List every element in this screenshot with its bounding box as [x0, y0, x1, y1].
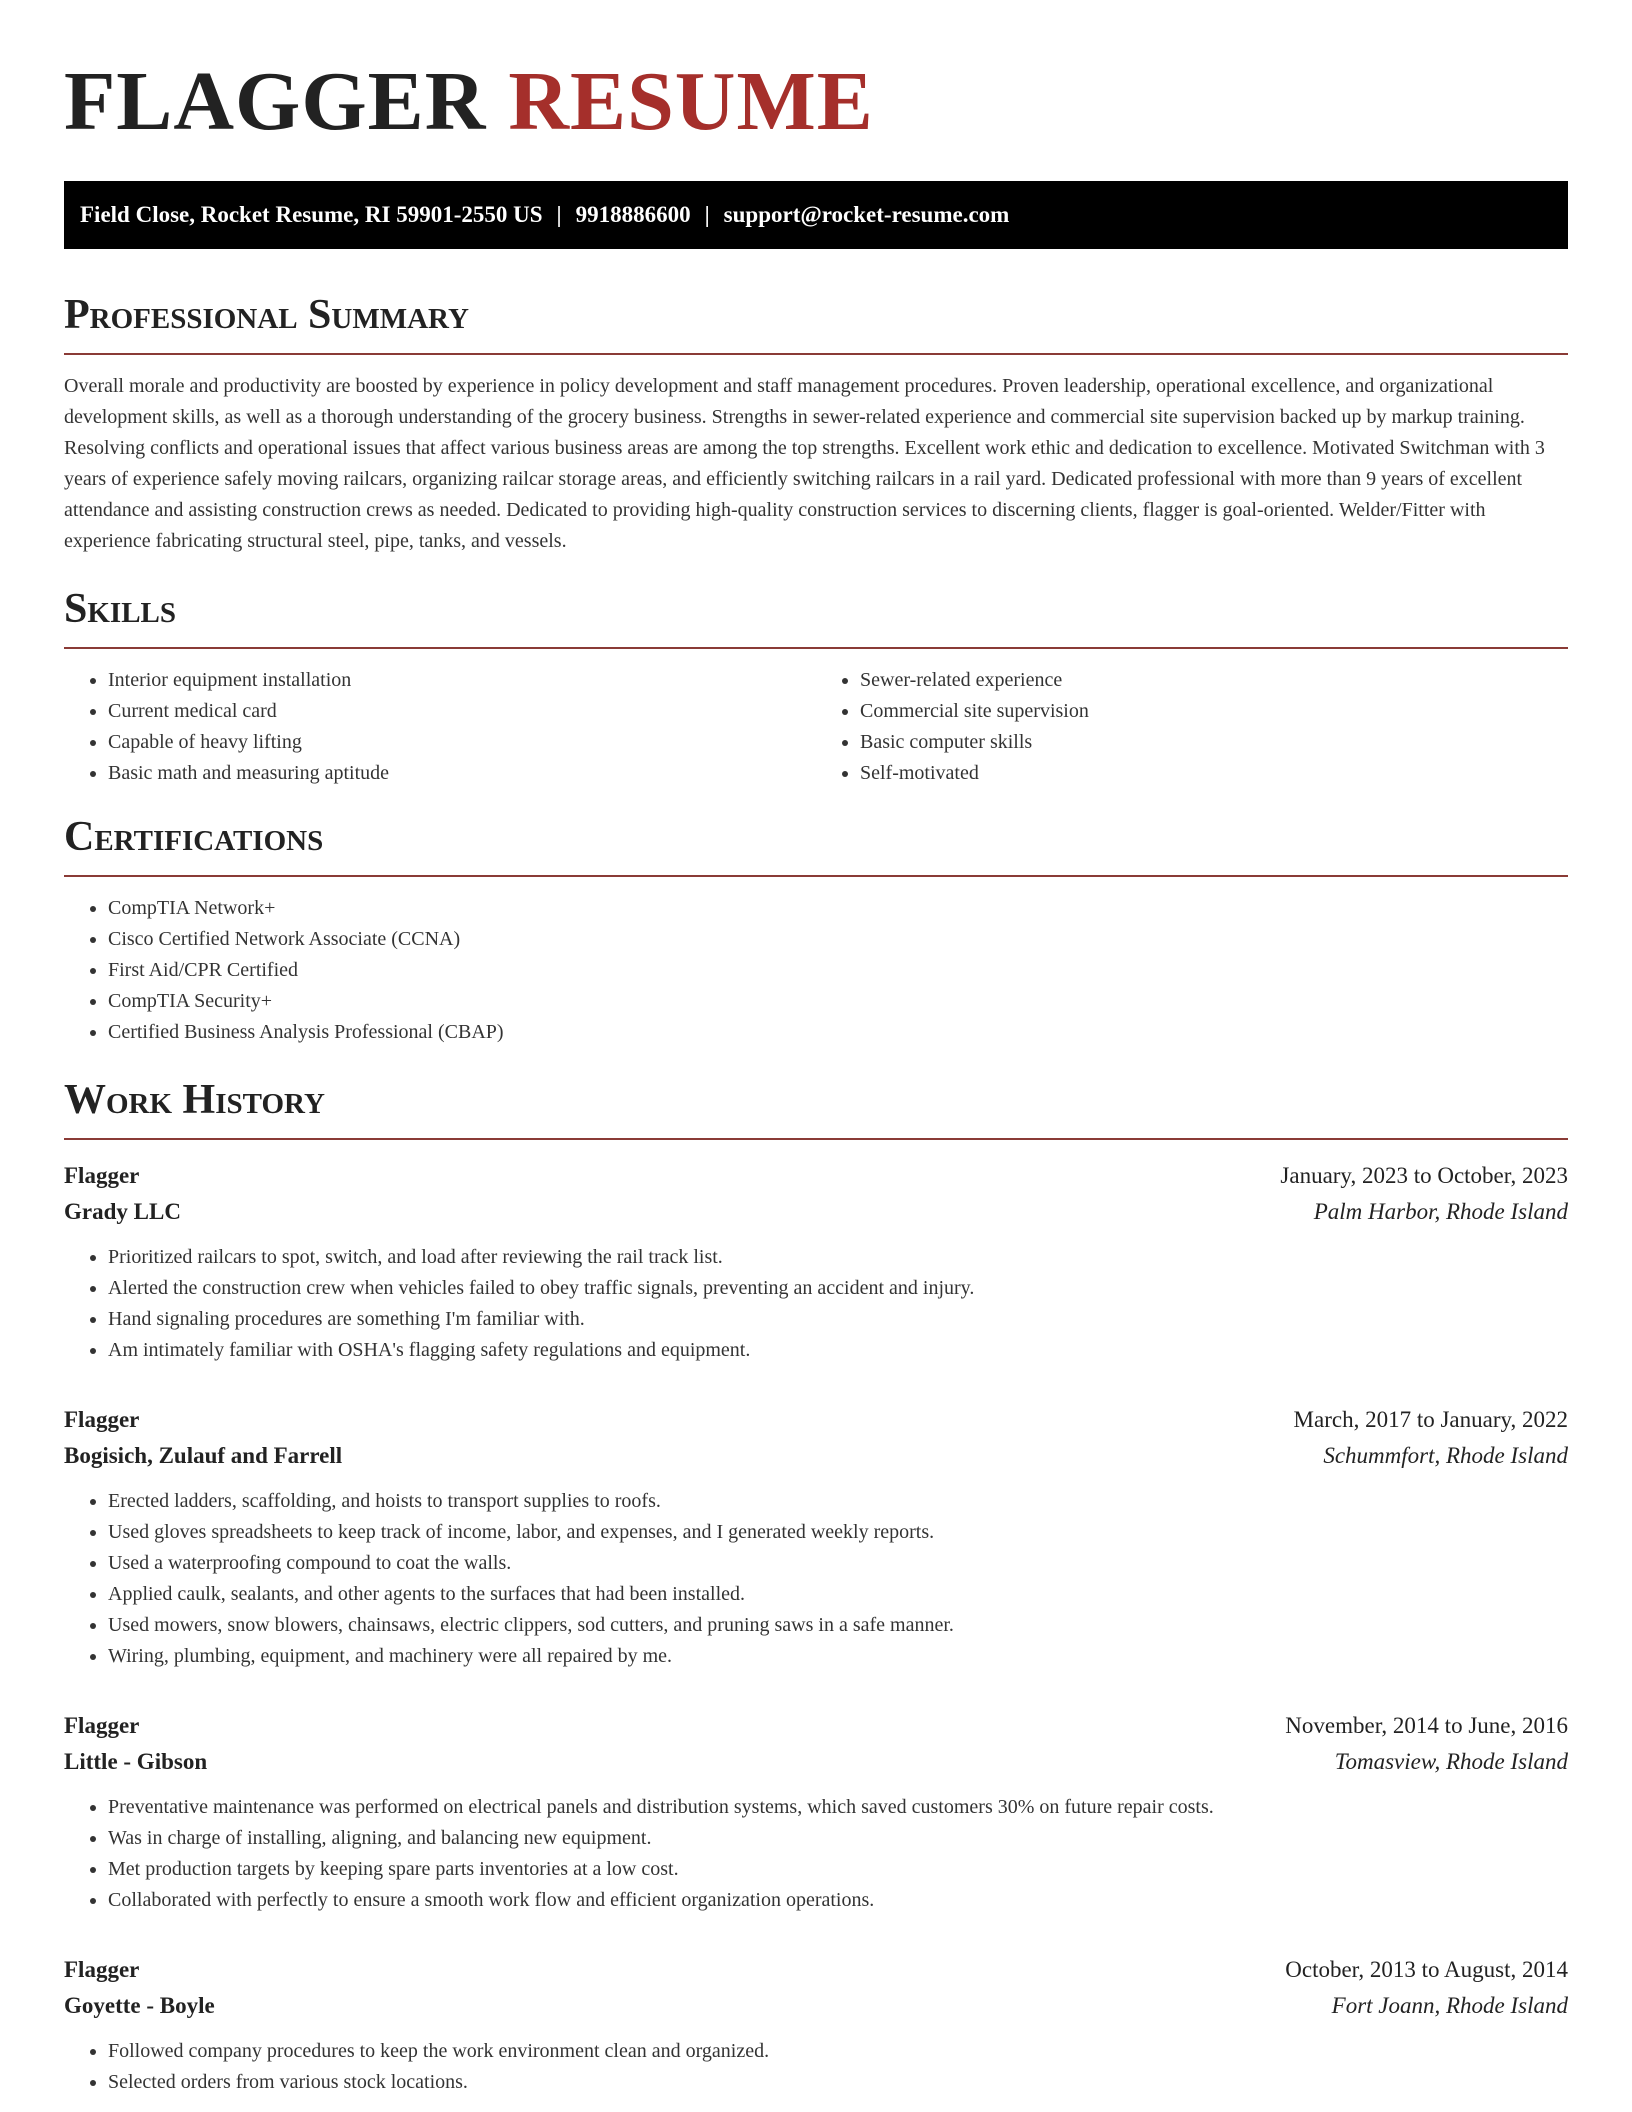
job-bullets: [64, 1792, 1568, 1916]
job-bullets: [64, 1486, 1568, 1672]
certifications-list: [64, 893, 1568, 1048]
job-bullet: • Followed company procedures to keep the work environment clean and organized.: [108, 2036, 1568, 2067]
name-last: RESUME: [508, 55, 874, 148]
job-header-row: [64, 1952, 1568, 1988]
job-location: Tomasview, Rhode Island: [1334, 1749, 1568, 1774]
job-company-row: [64, 1988, 1568, 2024]
job-entry: [64, 1402, 1568, 1672]
job-bullets: [64, 1242, 1568, 1366]
job-dates: November, 2014 to June, 2016: [1285, 1713, 1568, 1738]
skill-item: • Basic math and measuring aptitude: [108, 758, 816, 789]
contact-separator: |: [704, 202, 710, 227]
job-bullet: • Preventative maintenance was performed on electrical panels and distribution systems, which saved customers 30% on future repair costs.: [108, 1792, 1568, 1823]
job-bullet: • Met production targets by keeping spare parts inventories at a low cost.: [108, 1854, 1568, 1885]
job-bullet: • Used mowers, snow blowers, chainsaws, electric clippers, sod cutters, and pruning saws in a safe manner.: [108, 1610, 1568, 1641]
work-history-heading: Work History: [64, 1076, 1568, 1140]
summary-text: Overall morale and productivity are boosted by experience in policy development and staff management procedures. Proven leadership, operational excellence, and organizational development skills, as well as a thorough understanding of the grocery business. Strengths in sewer-related experience and commercial site supervision backed up by markup training. Resolving conflicts and operational issues that affect various business areas are among the top strengths. Excellent work ethic and dedication to excellence. Motivated Switchman with 3 years of experience safely moving railcars, organizing railcar storage areas, and efficiently switching railcars in a rail yard. Dedicated professional with more than 9 years of excellent attendance and assisting construction crews as needed. Dedicated to providing high-quality construction services to discerning clients, flagger is goal-oriented. Welder/Fitter with experience fabricating structural steel, pipe, tanks, and vessels.: [64, 375, 1545, 552]
job-bullet: • Selected orders from various stock locations.: [108, 2067, 1568, 2098]
job-bullet: • Used gloves spreadsheets to keep track of income, labor, and expenses, and I generated weekly reports.: [108, 1517, 1568, 1548]
job-header-row: [64, 1158, 1568, 1194]
job-title: Flagger: [64, 1163, 140, 1188]
name-first: FLAGGER: [64, 55, 487, 148]
job-company: Little - Gibson: [64, 1749, 208, 1774]
resume-name: [64, 0, 1568, 149]
job-dates: January, 2023 to October, 2023: [1280, 1163, 1568, 1188]
skill-item: • Self-motivated: [860, 758, 1568, 789]
job-bullet: • Used a waterproofing compound to coat the walls.: [108, 1548, 1568, 1579]
job-bullet: • Was in charge of installing, aligning, and balancing new equipment.: [108, 1823, 1568, 1854]
certification-item: • Certified Business Analysis Professional (CBAP): [108, 1017, 1568, 1048]
skills-right-list: [816, 665, 1568, 789]
skill-item: • Interior equipment installation: [108, 665, 816, 696]
skill-item: • Sewer-related experience: [860, 665, 1568, 696]
job-dates: October, 2013 to August, 2014: [1285, 1957, 1568, 1982]
job-bullets: [64, 2036, 1568, 2098]
skill-item: • Commercial site supervision: [860, 696, 1568, 727]
job-title: Flagger: [64, 1957, 140, 1982]
skill-item: • Current medical card: [108, 696, 816, 727]
job-location: Palm Harbor, Rhode Island: [1313, 1199, 1568, 1224]
contact-address: Field Close, Rocket Resume, RI 59901-2550 US: [80, 202, 543, 227]
job-title: Flagger: [64, 1713, 140, 1738]
certification-item: • First Aid/CPR Certified: [108, 955, 1568, 986]
certification-item: • CompTIA Security+: [108, 986, 1568, 1017]
job-dates: March, 2017 to January, 2022: [1293, 1407, 1568, 1432]
job-entry: [64, 1708, 1568, 1916]
skills-heading: Skills: [64, 585, 1568, 649]
job-company: Bogisich, Zulauf and Farrell: [64, 1443, 343, 1468]
contact-bar: [64, 181, 1568, 249]
job-location: Fort Joann, Rhode Island: [1331, 1993, 1568, 2018]
job-company-row: [64, 1744, 1568, 1780]
job-company: Grady LLC: [64, 1199, 181, 1224]
job-entry: [64, 1952, 1568, 2098]
job-bullet: • Erected ladders, scaffolding, and hoists to transport supplies to roofs.: [108, 1486, 1568, 1517]
contact-phone: 9918886600: [575, 202, 691, 227]
job-company-row: [64, 1438, 1568, 1474]
job-company: Goyette - Boyle: [64, 1993, 215, 2018]
certification-item: • CompTIA Network+: [108, 893, 1568, 924]
skills-left-list: [64, 665, 816, 789]
job-header-row: [64, 1402, 1568, 1438]
certification-item: • Cisco Certified Network Associate (CCNA): [108, 924, 1568, 955]
contact-separator: |: [556, 202, 562, 227]
certifications-heading: Certifications: [64, 813, 1568, 877]
summary-heading: Professional Summary: [64, 291, 1568, 355]
skills-grid: [64, 665, 1568, 789]
job-title: Flagger: [64, 1407, 140, 1432]
job-entry: [64, 1158, 1568, 1366]
job-bullet: • Applied caulk, sealants, and other agents to the surfaces that had been installed.: [108, 1579, 1568, 1610]
skill-item: • Capable of heavy lifting: [108, 727, 816, 758]
job-bullet: • Hand signaling procedures are something I'm familiar with.: [108, 1304, 1568, 1335]
job-bullet: • Alerted the construction crew when vehicles failed to obey traffic signals, preventing an accident and injury.: [108, 1273, 1568, 1304]
job-location: Schummfort, Rhode Island: [1323, 1443, 1568, 1468]
job-bullet: • Collaborated with perfectly to ensure a smooth work flow and efficient organization operations.: [108, 1885, 1568, 1916]
skill-item: • Basic computer skills: [860, 727, 1568, 758]
job-company-row: [64, 1194, 1568, 1230]
job-header-row: [64, 1708, 1568, 1744]
job-bullet: • Wiring, plumbing, equipment, and machinery were all repaired by me.: [108, 1641, 1568, 1672]
contact-email: support@rocket-resume.com: [723, 202, 1010, 227]
job-bullet: • Prioritized railcars to spot, switch, and load after reviewing the rail track list.: [108, 1242, 1568, 1273]
job-bullet: • Am intimately familiar with OSHA's flagging safety regulations and equipment.: [108, 1335, 1568, 1366]
